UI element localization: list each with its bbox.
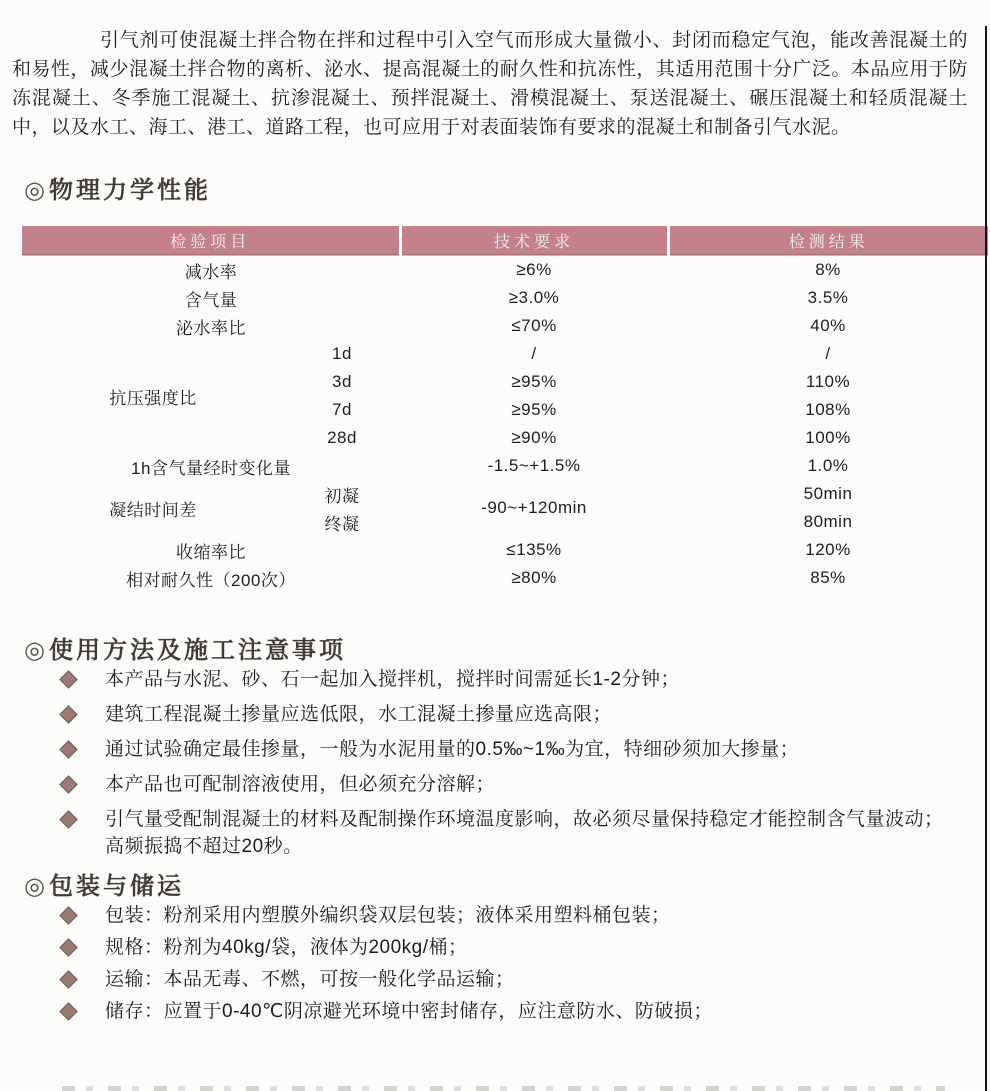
cell-item: 相对耐久性（200次）	[126, 570, 296, 590]
list-item	[60, 806, 960, 860]
list-item-text: 储存：应置于0-40℃阴凉避光环境中密封储存，应注意防水、防破损；	[105, 1001, 713, 1022]
table-row	[22, 255, 988, 284]
list-item-text: 包装：粉剂采用内塑膜外编织袋双层包装；液体采用塑料桶包装；	[105, 905, 671, 926]
intro-paragraph: 引气剂可使混凝土拌合物在拌和过程中引入空气而形成大量微小、封闭而稳定气泡，能改善混凝土的和易性，减少混凝土拌合物的离析、泌水、提高混凝土的耐久性和抗冻性，其适用范围十分广泛。本品应用于防冻混凝土、冬季施工混凝土、抗渗混凝土、预拌混凝土、滑模混凝土、泵送混凝土、碾压混凝土和轻质混凝土中，以及水工、海工、港工、道路工程，也可应用于对表面装饰有要求的混凝土和制备引气水泥。	[12, 30, 968, 138]
usage-bullet-list	[0, 666, 990, 860]
list-item-text: 运输：本品无毒、不燃，可按一般化学品运输；	[105, 969, 515, 990]
table-row	[22, 340, 988, 368]
cell-sub-item: 初凝	[324, 486, 360, 506]
section-title-text: 使用方法及施工注意事项	[48, 637, 346, 664]
cell-sub-item: 3d	[332, 372, 352, 391]
cell-item: 含气量	[184, 290, 238, 310]
cell-result: 85%	[810, 568, 846, 587]
cell-result: 110%	[805, 372, 851, 391]
cell-sub-item: 1d	[332, 344, 352, 363]
diamond-bullet-icon	[59, 670, 77, 688]
table-row	[22, 480, 988, 508]
list-item	[60, 701, 960, 728]
list-item-text: 建筑工程混凝土掺量应选低限，水工混凝土掺量应选高限；	[105, 704, 613, 725]
list-item	[60, 934, 960, 961]
cell-result: 40%	[810, 316, 846, 335]
list-item-text: 通过试验确定最佳掺量，一般为水泥用量的0.5‰~1‰为宜，特细砂须加大掺量；	[105, 739, 800, 760]
section-title-text: 包装与储运	[48, 873, 184, 900]
list-item	[60, 771, 960, 798]
section-title-physical-properties	[24, 176, 990, 206]
cell-result: 120%	[805, 540, 851, 559]
cell-requirement: ≥95%	[511, 372, 557, 391]
cell-requirement: ≥80%	[511, 568, 557, 587]
cell-item: 收缩率比	[176, 542, 246, 562]
list-item-text: 本产品与水泥、砂、石一起加入搅拌机，搅拌时间需延长1-2分钟；	[105, 669, 680, 690]
section-title-packaging	[24, 872, 990, 902]
section-title-text: 物理力学性能	[48, 177, 211, 204]
cell-requirement: /	[531, 344, 537, 363]
section-mark-icon: ◎	[24, 177, 45, 204]
table-header-row	[22, 226, 988, 255]
cell-item: 减水率	[184, 262, 238, 282]
cell-requirement: ≥95%	[511, 400, 557, 419]
diamond-bullet-icon	[59, 970, 77, 988]
cell-requirement: ≥90%	[511, 428, 557, 447]
clipped-text-fragment	[62, 1086, 945, 1091]
list-item-text: 规格：粉剂为40kg/袋，液体为200kg/桶；	[105, 937, 468, 958]
list-item-text: 本产品也可配制溶液使用，但必须充分溶解；	[105, 774, 496, 795]
cell-sub-item: 7d	[332, 400, 352, 419]
diamond-bullet-icon	[59, 705, 77, 723]
cell-requirement: ≥3.0%	[508, 288, 560, 307]
cell-requirement: ≤70%	[511, 316, 557, 335]
table-row	[22, 284, 988, 312]
table-row	[22, 564, 988, 592]
table-row	[22, 536, 988, 564]
list-item	[60, 666, 960, 693]
section-mark-icon: ◎	[24, 637, 45, 664]
table-row	[22, 312, 988, 340]
properties-table	[22, 226, 988, 592]
cell-result: 3.5%	[807, 288, 849, 307]
diamond-bullet-icon	[59, 775, 77, 793]
list-item	[60, 966, 960, 993]
diamond-bullet-icon	[59, 938, 77, 956]
cell-requirement: ≤135%	[506, 540, 562, 559]
diamond-bullet-icon	[59, 906, 77, 924]
list-item	[60, 998, 960, 1025]
list-item-text: 引气量受配制混凝土的材料及配制操作环境温度影响，故必须尽量保持稳定才能控制含气量波动；高频振捣不超过20秒。	[105, 809, 944, 857]
list-item	[60, 736, 960, 763]
page-edge-line	[985, 26, 987, 1091]
cell-group-label: 凝结时间差	[109, 500, 197, 520]
cell-group-label: 抗压强度比	[109, 388, 197, 408]
cell-result: 1.0%	[807, 456, 849, 475]
cell-result: 8%	[815, 260, 841, 279]
cell-item: 泌水率比	[176, 318, 246, 338]
cell-requirement: -1.5~+1.5%	[487, 456, 581, 475]
cell-result: 80min	[803, 512, 853, 531]
section-mark-icon: ◎	[24, 873, 45, 900]
cell-result: /	[825, 344, 831, 363]
cell-result: 100%	[805, 428, 851, 447]
list-item	[60, 902, 960, 929]
diamond-bullet-icon	[59, 1002, 77, 1020]
column-header-result: 检测结果	[668, 226, 988, 255]
cell-item: 1h含气量经时变化量	[131, 458, 291, 478]
diamond-bullet-icon	[59, 810, 77, 828]
cell-result: 50min	[803, 484, 853, 503]
packaging-bullet-list	[0, 902, 990, 1025]
column-header-item: 检验项目	[22, 226, 400, 255]
cell-requirement: ≥6%	[516, 260, 552, 279]
column-header-requirement: 技术要求	[400, 226, 668, 255]
cell-result: 108%	[805, 400, 851, 419]
diamond-bullet-icon	[59, 740, 77, 758]
table-row	[22, 452, 988, 480]
cell-sub-item: 终凝	[324, 514, 360, 534]
cell-sub-item: 28d	[327, 428, 357, 447]
cell-requirement: -90~+120min	[481, 498, 587, 517]
section-title-usage	[24, 636, 990, 666]
